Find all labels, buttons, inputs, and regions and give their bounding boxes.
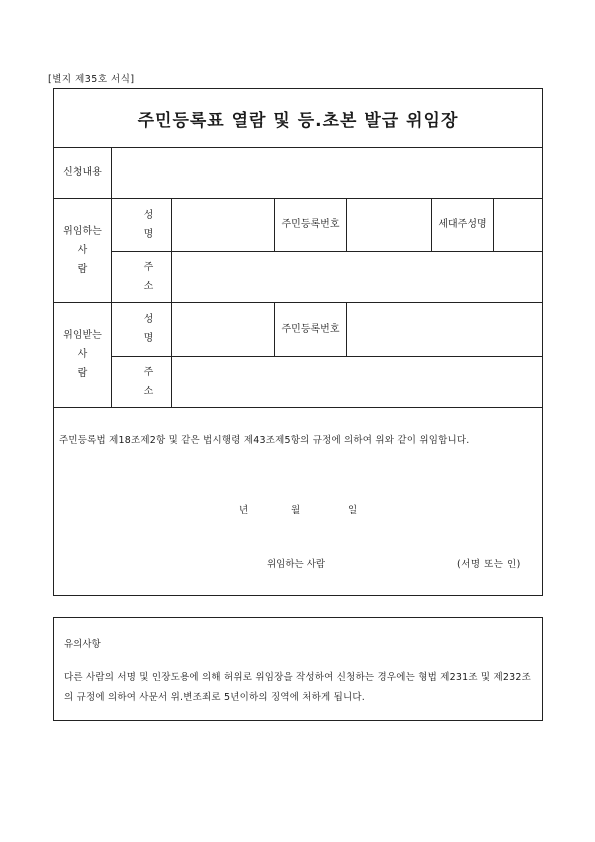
delegator-group-label-line2: 사 람: [77, 244, 102, 275]
delegator-id-input[interactable]: [347, 199, 431, 250]
signature-label: (서명 또는 인): [457, 559, 521, 570]
delegate-address-input[interactable]: [172, 357, 542, 406]
divider: [54, 407, 542, 408]
householder-label: 세대주성명: [438, 219, 487, 230]
notice-text: 다른 사람의 서명 및 인장도용에 의해 허위로 위임장을 작성하여 신청하는 경우에는 형법 제231조 및 제232조의 규정에 의하여 사문서 위.변조죄로 5년이하의 징역에 처하게 됩니다.: [64, 672, 532, 703]
delegate-group-label-line1: 위임받는: [63, 330, 102, 341]
notice-heading: 유의사항: [64, 639, 101, 650]
delegator-name-input[interactable]: [172, 199, 274, 250]
delegation-statement: 주민등록법 제18조제2항 및 같은 법시행령 제43조제5항의 규정에 의하여 위와 같이 위임합니다.: [59, 435, 470, 446]
delegator-name-label: 성 명: [143, 209, 168, 240]
application-input[interactable]: [112, 148, 542, 197]
delegate-id-input[interactable]: [347, 303, 542, 355]
delegate-group-label-line2: 사 람: [77, 349, 102, 379]
householder-input[interactable]: [494, 199, 542, 250]
delegator-address-label: 주 소: [143, 261, 168, 292]
form-title: 주민등록표 열람 및 등.초본 발급 위임장: [137, 110, 459, 131]
delegate-name-label: 성 명: [143, 314, 168, 344]
main-form: [53, 88, 543, 596]
delegator-group-label-line1: 위임하는: [63, 225, 102, 237]
delegate-group-label: [54, 302, 111, 407]
application-label: 신청내용: [63, 167, 102, 178]
date-month-label: 월: [291, 505, 301, 516]
delegator-group-label: [54, 198, 111, 302]
delegate-id-label: 주민등록번호: [281, 323, 340, 335]
delegate-name-input[interactable]: [172, 303, 274, 355]
notice-box: [53, 617, 543, 721]
form-number: [별지 제35호 서식]: [48, 74, 135, 85]
delegator-address-input[interactable]: [172, 252, 542, 301]
delegate-address-label: 주 소: [143, 366, 168, 397]
date-day-label: 일: [348, 505, 358, 516]
delegator-id-label: 주민등록번호: [281, 219, 340, 230]
date-year-label: 년: [239, 505, 249, 516]
signer-label: 위임하는 사람: [267, 559, 326, 570]
